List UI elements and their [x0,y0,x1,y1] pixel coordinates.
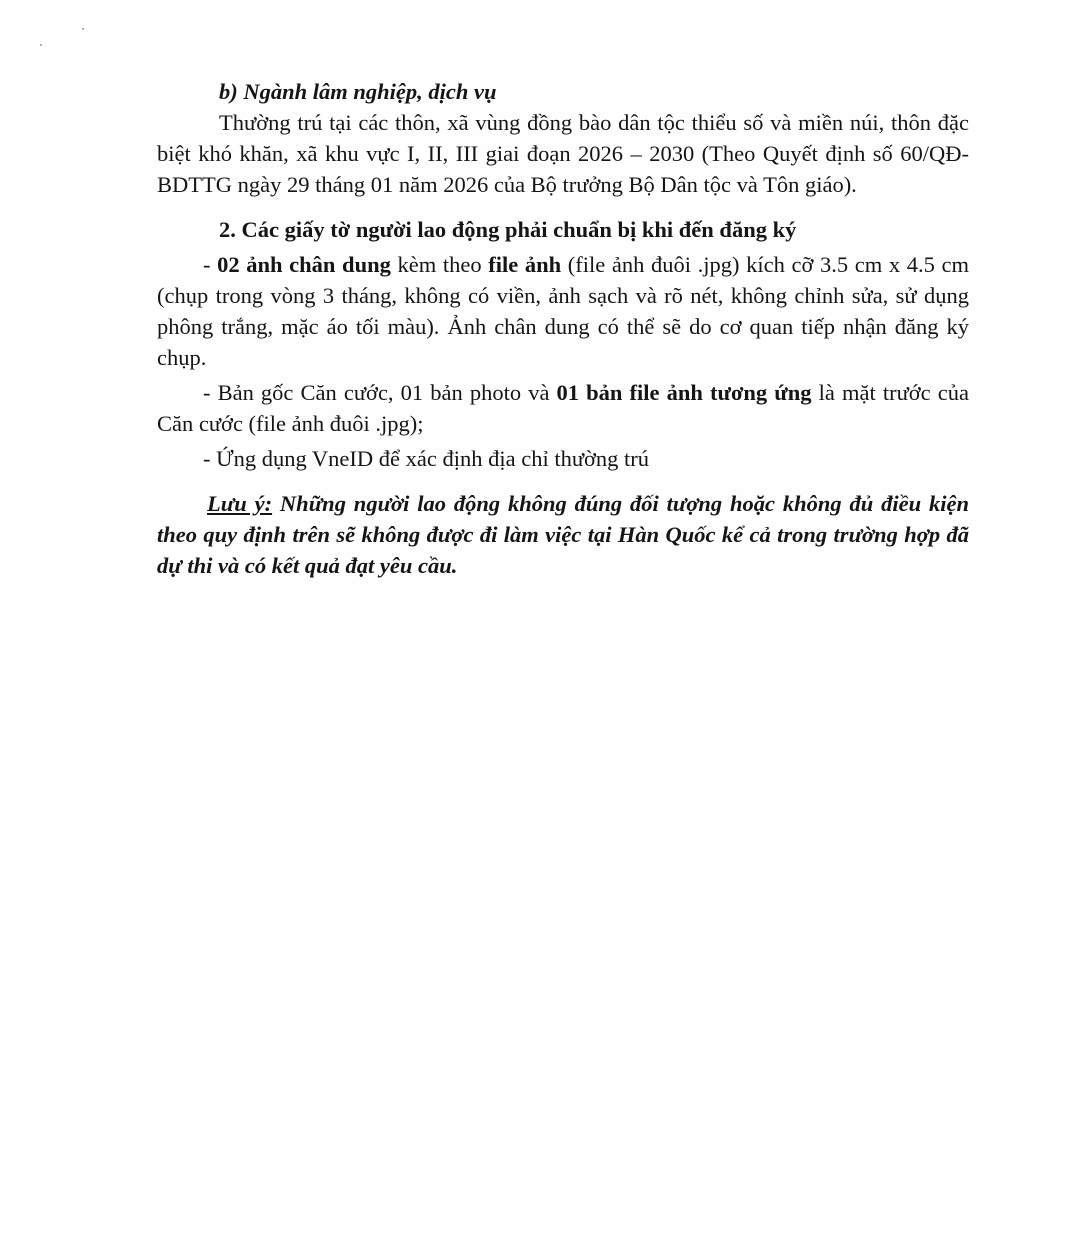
item-photo-text-2: (file ảnh đuôi .jpg) kích cỡ 3.5 cm x 4.5 cm (chụp trong vòng 3 tháng, không có viền, ảnh sạch và rõ nét, không chỉnh sửa, sử dụng phông trắng, mặc áo tối màu). Ảnh chân dung có thể sẽ do cơ quan tiếp nhận đăng ký chụp. [157,252,969,370]
residency-paragraph: Thường trú tại các thôn, xã vùng đồng bào dân tộc thiểu số và miền núi, thôn đặc biệt khó khăn, xã khu vực I, II, III giai đoạn 2026 – 2030 (Theo Quyết định số 60/QĐ-BDTTG ngày 29 tháng 01 năm 2026 của Bộ trưởng Bộ Dân tộc và Tôn giáo). [157,110,969,197]
note-text: Những người lao động không đúng đối tượng hoặc không đủ điều kiện theo quy định trên sẽ không được đi làm việc tại Hàn Quốc kể cả trong trường hợp đã dự thi và có kết quả đạt yêu cầu. [157,491,969,578]
item-photo-bold-2: file ảnh [488,252,562,277]
note-paragraph [157,488,969,581]
note-label: Lưu ý: [207,491,273,516]
item-photo [157,249,969,373]
item-photo-text-1: kèm theo [390,252,489,277]
item-photo-bold-1: 02 ảnh chân dung [217,252,391,277]
section-2-title: 2. Các giấy tờ người lao động phải chuẩn bị khi đến đăng ký [219,217,797,242]
scan-speck [82,28,84,30]
item-photo-prefix: - [203,252,218,277]
item-id-text-2: là mặt trước của Căn cước (file ảnh đuôi .jpg); [157,380,969,436]
item-vneid: - Ứng dụng VneID để xác định địa chỉ thường trú [203,446,650,471]
item-id-bold-1: 01 bản file ảnh tương ứng [556,380,812,405]
item-id-text-1: - Bản gốc Căn cước, 01 bản photo và [203,380,557,405]
scan-speck [40,44,42,46]
heading-b: b) Ngành lâm nghiệp, dịch vụ [219,79,497,104]
document-body [157,76,969,581]
item-id-card [157,377,969,439]
